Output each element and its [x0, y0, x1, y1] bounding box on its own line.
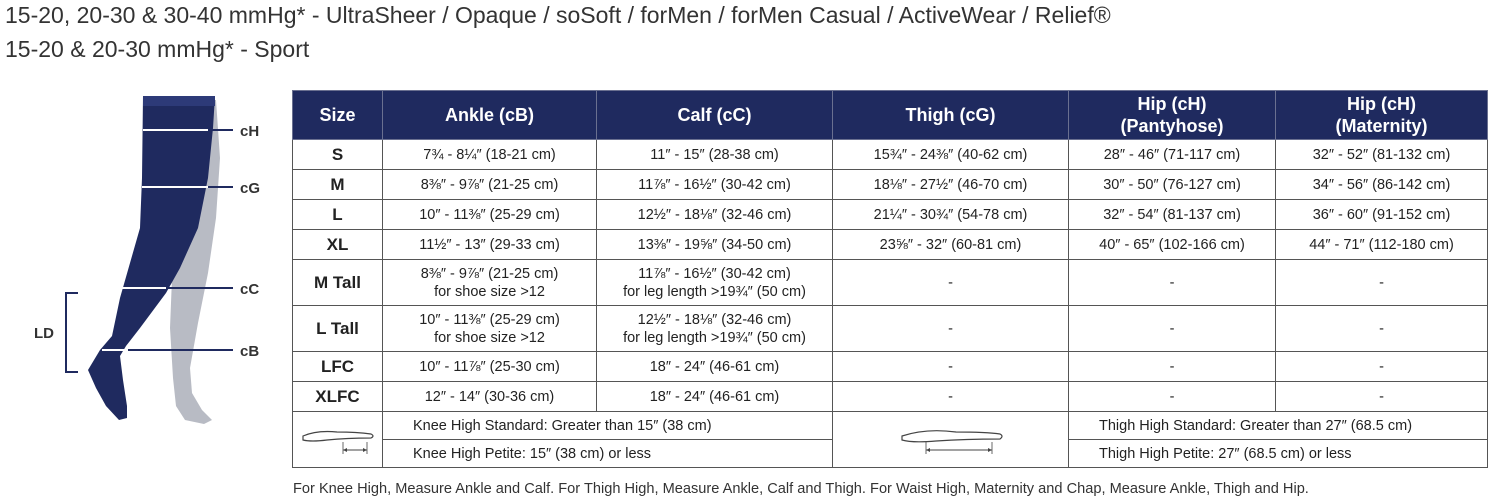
table-cell: -: [1276, 306, 1488, 352]
table-cell: -: [833, 260, 1069, 306]
table-cell: 10″ - 11⅞″ (25-30 cm): [383, 352, 597, 382]
table-cell: -: [1069, 352, 1276, 382]
table-cell: 18⅛″ - 27½″ (46-70 cm): [833, 170, 1069, 200]
table-cell: -: [1276, 382, 1488, 412]
leg-measurement-figure: [30, 88, 280, 428]
table-cell: 11⅞″ - 16½″ (30-42 cm) for leg length >19¾″ (50 cm): [597, 260, 833, 306]
table-cell: -: [1276, 352, 1488, 382]
size-cell: L Tall: [293, 306, 383, 352]
table-cell: 7¾ - 8¼″ (18-21 cm): [383, 140, 597, 170]
table-cell: 32″ - 52″ (81-132 cm): [1276, 140, 1488, 170]
page-title: 15-20, 20-30 & 30-40 mmHg* - UltraSheer / Opaque / soSoft / forMen / forMen Casual / ActiveWear / Relief®: [5, 2, 1111, 28]
table-row: [293, 170, 1488, 200]
table-cell: -: [1069, 260, 1276, 306]
table-row: [293, 306, 1488, 352]
table-cell: -: [1069, 382, 1276, 412]
table-cell: 36″ - 60″ (91-152 cm): [1276, 200, 1488, 230]
table-row: [293, 260, 1488, 306]
table-cell: -: [833, 306, 1069, 352]
table-cell: 12″ - 14″ (30-36 cm): [383, 382, 597, 412]
table-cell: 8⅜″ - 9⅞″ (21-25 cm): [383, 170, 597, 200]
table-row: [293, 352, 1488, 382]
column-header: Calf (cC): [597, 91, 833, 140]
table-cell: 30″ - 50″ (76-127 cm): [1069, 170, 1276, 200]
table-row: [293, 200, 1488, 230]
label-cc: cC: [240, 281, 260, 298]
table-cell: 34″ - 56″ (86-142 cm): [1276, 170, 1488, 200]
table-header-row: [293, 91, 1488, 140]
table-row: [293, 230, 1488, 260]
size-chart-table: [292, 90, 1488, 468]
table-cell: 12½″ - 18⅛″ (32-46 cm) for leg length >19¾″ (50 cm): [597, 306, 833, 352]
table-cell: -: [833, 352, 1069, 382]
column-header: Thigh (cG): [833, 91, 1069, 140]
table-cell: 18″ - 24″ (46-61 cm): [597, 382, 833, 412]
thigh-high-petite: Thigh High Petite: 27″ (68.5 cm) or less: [1069, 440, 1488, 468]
table-cell: 28″ - 46″ (71-117 cm): [1069, 140, 1276, 170]
column-header: Hip (cH) (Maternity): [1276, 91, 1488, 140]
table-cell: 40″ - 65″ (102-166 cm): [1069, 230, 1276, 260]
thigh-length-icon: [833, 412, 1069, 468]
table-row: [293, 382, 1488, 412]
table-cell: 21¼″ - 30¾″ (54-78 cm): [833, 200, 1069, 230]
knee-high-standard: Knee High Standard: Greater than 15″ (38 cm): [383, 412, 833, 440]
table-cell: 23⅝″ - 32″ (60-81 cm): [833, 230, 1069, 260]
size-cell: M: [293, 170, 383, 200]
table-cell: 15¾″ - 24⅜″ (40-62 cm): [833, 140, 1069, 170]
table-cell: -: [1069, 306, 1276, 352]
table-cell: 11⅞″ - 16½″ (30-42 cm): [597, 170, 833, 200]
size-cell: M Tall: [293, 260, 383, 306]
table-cell: -: [1276, 260, 1488, 306]
page-subtitle: 15-20 & 20-30 mmHg* - Sport: [5, 36, 310, 62]
size-cell: L: [293, 200, 383, 230]
size-cell: LFC: [293, 352, 383, 382]
measurement-instructions: For Knee High, Measure Ankle and Calf. For Thigh High, Measure Ankle, Calf and Thigh. For Waist High, Maternity and Chap, Measure Ankle, Thigh and Hip.: [293, 481, 1309, 497]
knee-high-petite: Knee High Petite: 15″ (38 cm) or less: [383, 440, 833, 468]
label-ch: cH: [240, 123, 260, 140]
table-cell: 11½″ - 13″ (29-33 cm): [383, 230, 597, 260]
label-cb: cB: [240, 343, 260, 360]
waistband: [143, 96, 215, 106]
column-header: Ankle (cB): [383, 91, 597, 140]
table-cell: 11″ - 15″ (28-38 cm): [597, 140, 833, 170]
size-cell: XLFC: [293, 382, 383, 412]
label-ld: LD: [34, 325, 54, 342]
table-cell: 8⅜″ - 9⅞″ (21-25 cm) for shoe size >12: [383, 260, 597, 306]
table-row: [293, 140, 1488, 170]
length-row-standard: [293, 412, 1488, 440]
column-header: Hip (cH) (Pantyhose): [1069, 91, 1276, 140]
table-cell: 13⅜″ - 19⅝″ (34-50 cm): [597, 230, 833, 260]
table-cell: 32″ - 54″ (81-137 cm): [1069, 200, 1276, 230]
table-cell: 12½″ - 18⅛″ (32-46 cm): [597, 200, 833, 230]
knee-length-icon: [293, 412, 383, 468]
column-header: Size: [293, 91, 383, 140]
table-cell: 10″ - 11⅜″ (25-29 cm) for shoe size >12: [383, 306, 597, 352]
ld-bracket: [66, 293, 78, 372]
size-cell: S: [293, 140, 383, 170]
size-cell: XL: [293, 230, 383, 260]
table-cell: 44″ - 71″ (112-180 cm): [1276, 230, 1488, 260]
table-cell: 10″ - 11⅜″ (25-29 cm): [383, 200, 597, 230]
table-cell: -: [833, 382, 1069, 412]
table-cell: 18″ - 24″ (46-61 cm): [597, 352, 833, 382]
thigh-high-standard: Thigh High Standard: Greater than 27″ (68.5 cm): [1069, 412, 1488, 440]
label-cg: cG: [240, 180, 261, 197]
